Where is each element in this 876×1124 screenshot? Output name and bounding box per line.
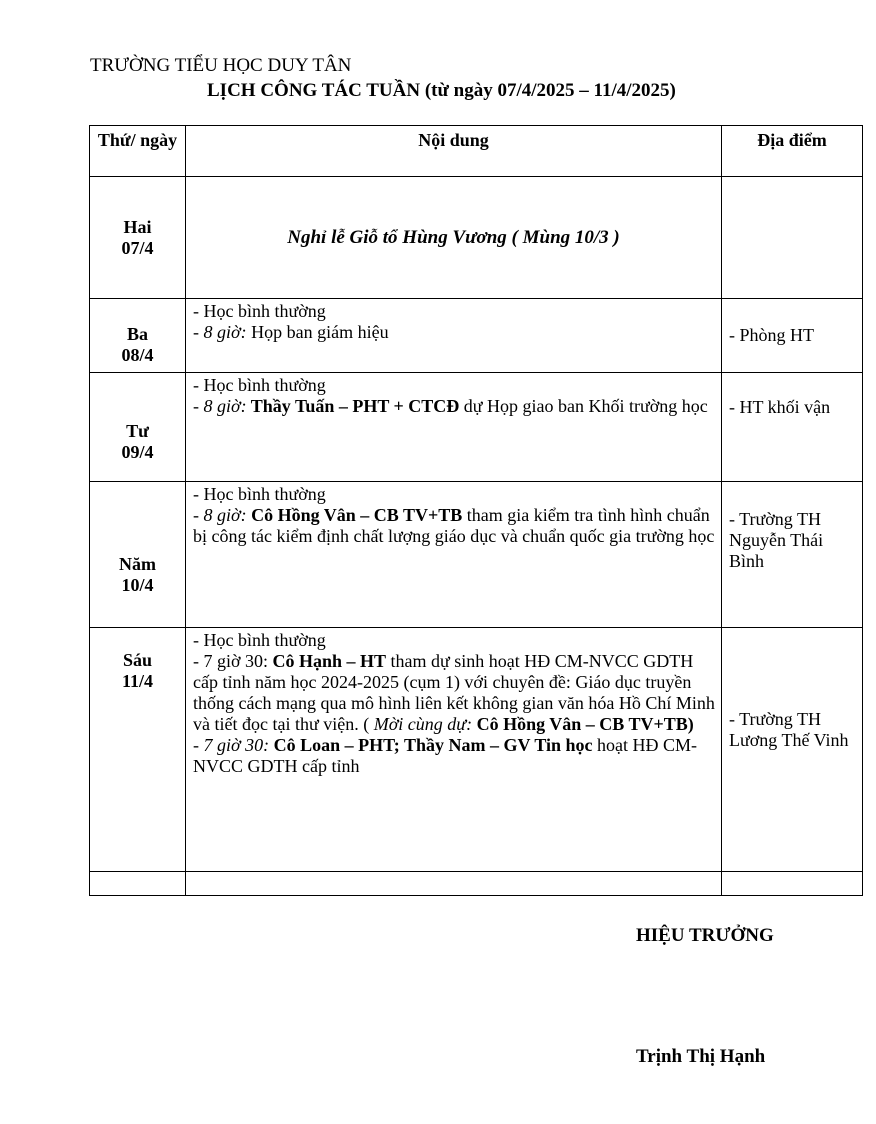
header-day: Thứ/ ngày: [90, 126, 186, 177]
content-cell: [186, 482, 722, 628]
table-row: [90, 299, 863, 373]
table-row: [90, 628, 863, 872]
day-cell: [90, 299, 186, 373]
content-line: - Học bình thường: [193, 301, 326, 321]
day-cell: [90, 177, 186, 299]
place-cell: - Trường TH Lương Thế Vinh: [722, 628, 863, 872]
schedule-title: LỊCH CÔNG TÁC TUẦN (từ ngày 07/4/2025 – 11/4/2025): [207, 80, 676, 101]
content-line: - Học bình thường: [193, 630, 326, 650]
table-row: [90, 482, 863, 628]
content-line: - Học bình thường: [193, 375, 326, 395]
place-cell: [722, 177, 863, 299]
empty-cell: [186, 872, 722, 896]
content-line: - 8 giờ: Cô Hồng Vân – CB TV+TB tham gia kiểm tra tình hình chuẩn bị công tác kiểm định chất lượng giáo dục và chuẩn quốc gia trường học: [193, 505, 715, 546]
place-cell: - Phòng HT: [722, 299, 863, 373]
day-cell: [90, 628, 186, 872]
empty-cell: [722, 872, 863, 896]
day-cell: [90, 482, 186, 628]
content-cell: [186, 299, 722, 373]
day-date: 07/4: [121, 237, 154, 258]
content-cell: [186, 628, 722, 872]
day-date: 11/4: [121, 671, 153, 691]
content-cell: [186, 373, 722, 482]
day-date: 08/4: [121, 344, 154, 365]
principal-name: Trịnh Thị Hạnh: [636, 1046, 766, 1067]
school-name: TRƯỜNG TIỂU HỌC DUY TÂN: [90, 55, 352, 76]
content-line: - 8 giờ: Thầy Tuấn – PHT + CTCĐ dự Họp giao ban Khối trường học: [193, 396, 708, 416]
table-row: [90, 872, 863, 896]
table-header-row: [90, 126, 863, 177]
day-date: 10/4: [121, 574, 154, 595]
table-row: [90, 373, 863, 482]
header-content: Nội dung: [186, 126, 722, 177]
content-line: - 7 giờ 30: Cô Loan – PHT; Thầy Nam – GV Tin học hoạt HĐ CM-NVCC GDTH cấp tỉnh: [193, 735, 698, 776]
day-name: Sáu: [122, 650, 153, 670]
table-row: [90, 177, 863, 299]
principal-title: HIỆU TRƯỞNG: [636, 925, 774, 946]
schedule-table: [89, 125, 863, 896]
day-cell: [90, 373, 186, 482]
content-line: - 8 giờ: Họp ban giám hiệu: [193, 322, 389, 342]
empty-cell: [90, 872, 186, 896]
content-line: - Học bình thường: [193, 484, 326, 504]
day-date: 09/4: [121, 442, 154, 462]
day-name: Năm: [119, 553, 156, 574]
holiday-note: Nghỉ lễ Giỗ tổ Hùng Vương ( Mùng 10/3 ): [186, 177, 722, 299]
day-name: Ba: [126, 323, 148, 344]
place-cell: - HT khối vận: [722, 373, 863, 482]
day-name: Tư: [126, 421, 149, 441]
content-line: - 7 giờ 30: Cô Hạnh – HT tham dự sinh hoạt HĐ CM-NVCC GDTH cấp tỉnh năm học 2024-2025 (cụm 1) với chuyên đề: Giáo dục truyền thống cách mạng qua mô hình liên kết không gian văn hóa Hồ Chí Minh và tiết đọc tại thư viện. ( Mời cùng dự: Cô Hồng Vân – CB TV+TB): [193, 651, 715, 734]
header-place: Địa điểm: [722, 126, 863, 177]
day-name: Hai: [123, 216, 152, 237]
place-cell: - Trường TH Nguyễn Thái Bình: [722, 482, 863, 628]
